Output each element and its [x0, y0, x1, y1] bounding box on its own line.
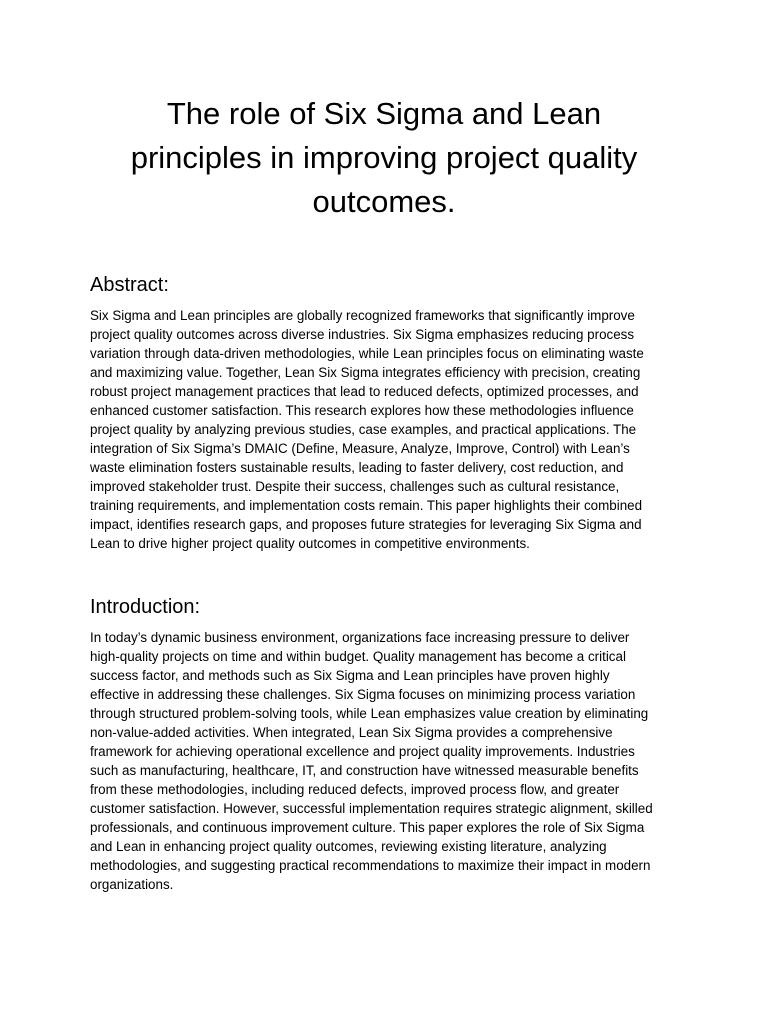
introduction-line: from these methodologies, including reduced defects, improved process flow, and greater	[90, 782, 620, 797]
introduction-paragraph	[90, 628, 678, 894]
introduction-line: and Lean in enhancing project quality outcomes, reviewing existing literature, analyzing	[90, 839, 607, 854]
introduction-line: framework for achieving operational excellence and project quality improvements. Industries	[90, 744, 635, 759]
abstract-line: impact, identifies research gaps, and proposes future strategies for leveraging Six Sigma and	[90, 517, 642, 532]
title-line: The role of Six Sigma and Lean	[166, 96, 602, 131]
title-line: outcomes.	[312, 184, 456, 219]
abstract-line: training requirements, and implementation costs remain. This paper highlights their combined	[90, 498, 643, 513]
introduction-line: customer satisfaction. However, successful implementation requires strategic alignment, skilled	[90, 801, 653, 816]
abstract-line: variation through data-driven methodologies, while Lean principles focus on eliminating waste	[90, 346, 644, 361]
introduction-line: In today’s dynamic business environment, organizations face increasing pressure to deliver	[90, 630, 630, 645]
introduction-line: effective in addressing these challenges. Six Sigma focuses on minimizing process variation	[90, 687, 636, 702]
abstract-heading: Abstract:	[90, 274, 169, 296]
abstract-line: Lean to drive higher project quality outcomes in competitive environments.	[90, 536, 530, 551]
abstract-paragraph	[90, 306, 678, 553]
introduction-line: high-quality projects on time and within budget. Quality management has become a critical	[90, 649, 626, 664]
document-title	[90, 92, 678, 224]
introduction-heading: Introduction:	[90, 596, 201, 618]
abstract-line: robust project management practices that lead to reduced defects, optimized processes, and	[90, 384, 639, 399]
introduction-line: organizations.	[90, 877, 174, 892]
abstract-line: waste elimination fosters sustainable results, leading to faster delivery, cost reduction, and	[90, 460, 624, 475]
introduction-line: such as manufacturing, healthcare, IT, and construction have witnessed measurable benefits	[90, 763, 639, 778]
abstract-line: enhanced customer satisfaction. This research explores how these methodologies influence	[90, 403, 634, 418]
title-line: principles in improving project quality	[130, 140, 638, 175]
introduction-line: professionals, and continuous improvement culture. This paper explores the role of Six Sigma	[90, 820, 645, 835]
introduction-line: non-value-added activities. When integrated, Lean Six Sigma provides a comprehensive	[90, 725, 613, 740]
introduction-line: methodologies, and suggesting practical recommendations to maximize their impact in modern	[90, 858, 651, 873]
abstract-line: integration of Six Sigma’s DMAIC (Define, Measure, Analyze, Improve, Control) with Lean’s	[90, 441, 630, 456]
abstract-line: Six Sigma and Lean principles are globally recognized frameworks that significantly improve	[90, 308, 635, 323]
introduction-line: success factor, and methods such as Six Sigma and Lean principles have proven highly	[90, 668, 610, 683]
abstract-line: project quality by analyzing previous studies, case examples, and practical applications. The	[90, 422, 637, 437]
abstract-line: improved stakeholder trust. Despite their success, challenges such as cultural resistance,	[90, 479, 620, 494]
introduction-line: through structured problem-solving tools, while Lean emphasizes value creation by eliminating	[90, 706, 649, 721]
abstract-line: project quality outcomes across diverse industries. Six Sigma emphasizes reducing process	[90, 327, 635, 342]
abstract-line: and maximizing value. Together, Lean Six Sigma integrates efficiency with precision, creating	[90, 365, 641, 380]
